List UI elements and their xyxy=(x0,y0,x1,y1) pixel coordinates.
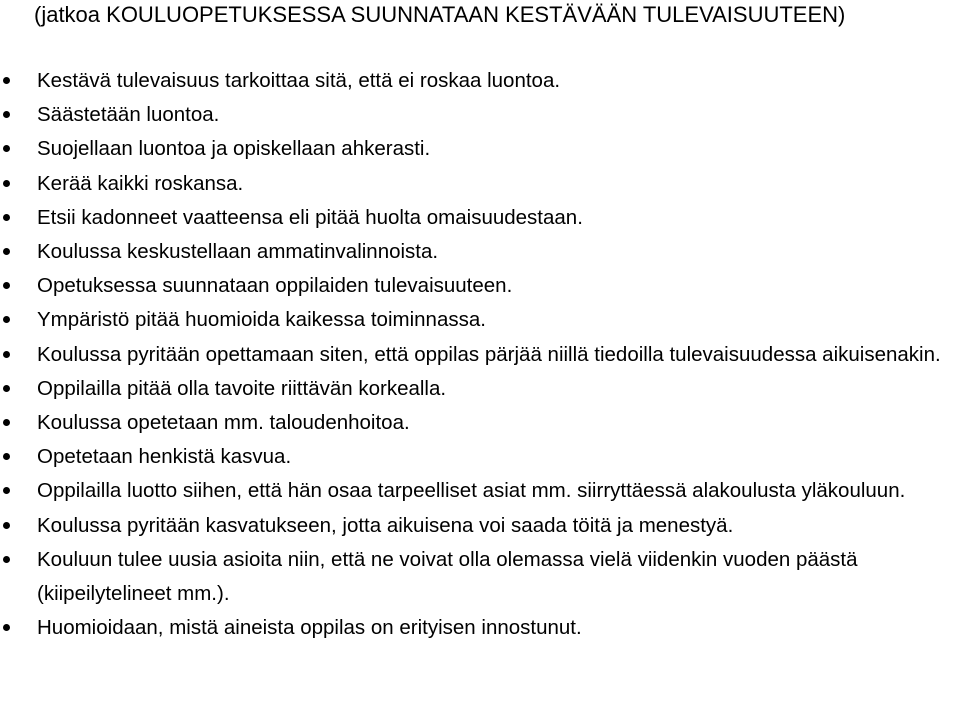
list-item xyxy=(0,509,960,543)
list-item-text: Oppilailla luotto siihen, että hän osaa tarpeelliset asiat mm. siirryttäessä alakoulusta yläkouluun. xyxy=(37,479,906,503)
bullet-icon xyxy=(3,77,10,84)
list-item xyxy=(0,201,960,235)
bullet-icon xyxy=(3,282,10,289)
list-item-text: Opetetaan henkistä kasvua. xyxy=(37,445,292,469)
bullet-icon xyxy=(3,624,10,631)
list-item xyxy=(0,235,960,269)
bullet-icon xyxy=(3,385,10,392)
list-item-text: Huomioidaan, mistä aineista oppilas on erityisen innostunut. xyxy=(37,616,582,640)
bullet-icon xyxy=(3,145,10,152)
list-item xyxy=(0,132,960,166)
list-item xyxy=(0,269,960,303)
list-item xyxy=(0,338,960,372)
bullet-icon xyxy=(3,351,10,358)
page-heading: (jatkoa KOULUOPETUKSESSA SUUNNATAAN KESTÄVÄÄN TULEVAISUUTEEN) xyxy=(34,2,846,27)
bullet-icon xyxy=(3,419,10,426)
bullet-icon xyxy=(3,316,10,323)
list-item-text: Kerää kaikki roskansa. xyxy=(37,171,244,195)
bullet-icon xyxy=(3,180,10,187)
bullet-list xyxy=(0,64,960,645)
list-item xyxy=(0,440,960,474)
list-item xyxy=(0,98,960,132)
bullet-icon xyxy=(3,248,10,255)
bullet-icon xyxy=(3,556,10,563)
list-item-text: Ympäristö pitää huomioida kaikessa toiminnassa. xyxy=(37,308,486,332)
list-item-text: Koulussa pyritään opettamaan siten, että oppilas pärjää niillä tiedoilla tulevaisuudessa aikuisenakin. xyxy=(37,342,941,366)
list-item xyxy=(0,406,960,440)
list-item xyxy=(0,64,960,98)
bullet-icon xyxy=(3,214,10,221)
list-item xyxy=(0,372,960,406)
list-item xyxy=(0,474,960,508)
bullet-icon xyxy=(3,522,10,529)
list-item-text: Säästetään luontoa. xyxy=(37,103,220,127)
list-item xyxy=(0,543,960,611)
list-item-text: Suojellaan luontoa ja opiskellaan ahkerasti. xyxy=(37,137,431,161)
list-item xyxy=(0,303,960,337)
list-item-text: Etsii kadonneet vaatteensa eli pitää huolta omaisuudestaan. xyxy=(37,205,583,229)
list-item xyxy=(0,611,960,645)
list-item-text: Koulussa pyritään kasvatukseen, jotta aikuisena voi saada töitä ja menestyä. xyxy=(37,513,734,537)
list-item-text: Koulussa keskustellaan ammatinvalinnoista. xyxy=(37,240,439,264)
list-item-text: Kestävä tulevaisuus tarkoittaa sitä, että ei roskaa luontoa. xyxy=(37,69,561,92)
list-item xyxy=(0,167,960,201)
bullet-icon xyxy=(3,487,10,494)
list-item-text: Koulussa opetetaan mm. taloudenhoitoa. xyxy=(37,411,410,435)
list-item-text: Oppilailla pitää olla tavoite riittävän korkealla. xyxy=(37,376,447,400)
bullet-icon xyxy=(3,453,10,460)
list-item-text: Kouluun tulee uusia asioita niin, että ne voivat olla olemassa vielä viidenkin vuoden päästä (kiipeilytelineet mm.). xyxy=(37,547,858,606)
bullet-icon xyxy=(3,111,10,118)
list-item-text: Opetuksessa suunnataan oppilaiden tulevaisuuteen. xyxy=(37,274,513,298)
